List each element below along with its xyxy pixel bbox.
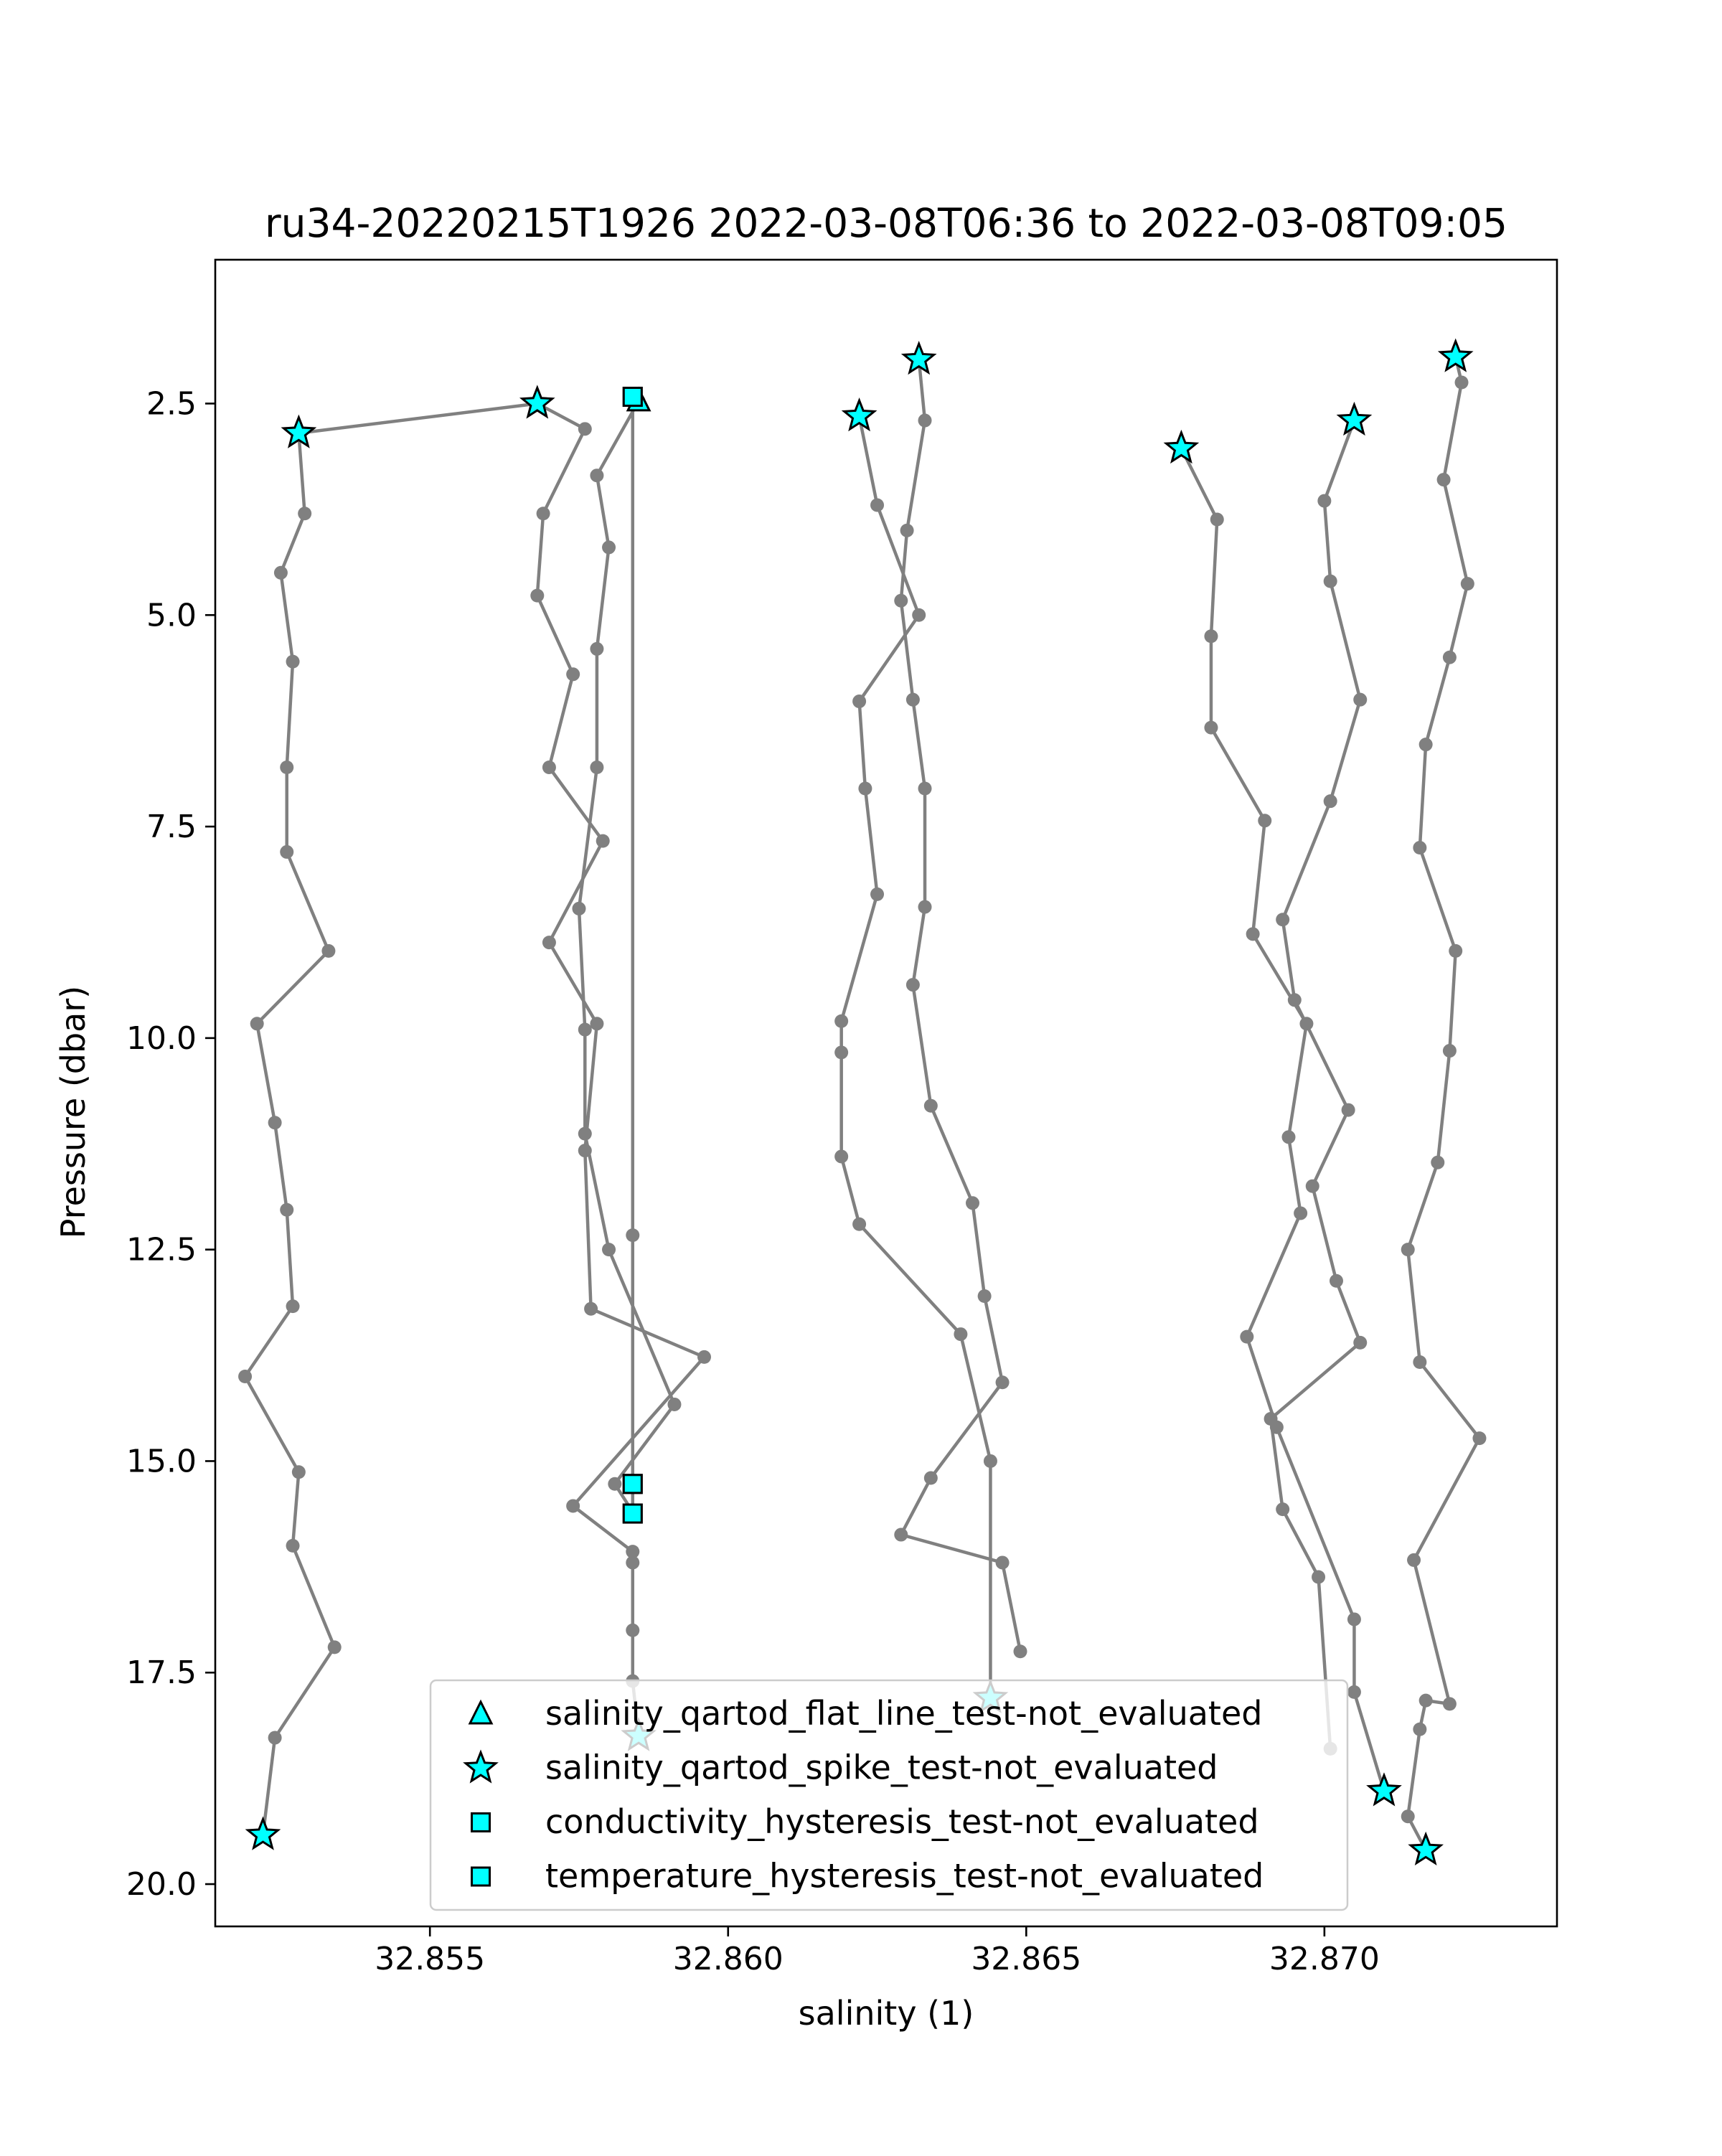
profile-point <box>1014 1644 1027 1658</box>
profile-point <box>1324 794 1337 808</box>
legend-label: salinity_qartod_spike_test-not_evaluated <box>545 1748 1218 1787</box>
profile-point <box>238 1370 252 1383</box>
profile-point <box>298 507 311 520</box>
profile-point <box>572 902 585 915</box>
profile-point <box>268 1116 282 1129</box>
profile-point <box>1246 927 1260 941</box>
profile-point <box>328 1640 342 1654</box>
profile-point <box>906 693 920 707</box>
profile-point <box>321 944 335 958</box>
profile-point <box>1276 1502 1289 1516</box>
profile-point <box>286 1299 300 1313</box>
profile-point <box>1317 494 1331 508</box>
y-axis-label: Pressure (dbar) <box>54 985 93 1239</box>
profile-point <box>1347 1685 1361 1699</box>
profile-point <box>578 1127 592 1141</box>
profile-point <box>286 1539 300 1553</box>
profile-point <box>1449 944 1462 958</box>
profile-point <box>924 1099 938 1113</box>
profile-point <box>274 566 288 580</box>
profile-point <box>852 1218 866 1231</box>
profile-point <box>1288 993 1302 1007</box>
profile-point <box>918 781 932 795</box>
profile-point <box>1455 375 1469 389</box>
x-tick-label: 32.870 <box>1269 1941 1380 1977</box>
profile-point <box>250 1017 264 1030</box>
x-tick-label: 32.860 <box>672 1941 784 1977</box>
legend-marker <box>472 1868 490 1886</box>
profile-point <box>602 540 616 554</box>
profile-point <box>667 1398 681 1411</box>
profile-point <box>542 761 556 774</box>
profile-point <box>834 1045 848 1059</box>
square-flag-marker <box>624 1475 641 1493</box>
profile-point <box>578 422 592 436</box>
profile-point <box>1437 473 1451 486</box>
square-flag-marker <box>624 1505 641 1522</box>
profile-point <box>1258 814 1271 827</box>
profile-point <box>578 1023 592 1037</box>
y-tick-label: 10.0 <box>126 1020 197 1057</box>
profile-point <box>1353 1336 1367 1350</box>
profile-point <box>697 1350 711 1364</box>
profile-point <box>918 900 932 914</box>
profile-point <box>590 1017 603 1030</box>
profile-point <box>954 1327 967 1341</box>
x-tick-label: 32.865 <box>971 1941 1082 1977</box>
profile-point <box>852 695 866 708</box>
legend-label: conductivity_hysteresis_test-not_evaluated <box>545 1802 1259 1841</box>
profile-point <box>900 524 914 537</box>
profile-point <box>924 1472 938 1485</box>
profile-point <box>590 469 603 482</box>
profile-point <box>1240 1330 1253 1344</box>
y-tick-label: 20.0 <box>126 1866 197 1903</box>
profile-point <box>1431 1156 1444 1169</box>
profile-point <box>918 414 932 428</box>
legend-label: salinity_qartod_flat_line_test-not_evaluated <box>545 1694 1263 1733</box>
profile-point <box>626 1555 639 1569</box>
profile-point <box>1413 1355 1426 1369</box>
profile-point <box>1472 1431 1486 1445</box>
profile-point <box>590 642 603 656</box>
profile-point <box>1306 1180 1319 1193</box>
chart-title: ru34-20220215T1926 2022-03-08T06:36 to 2022-03-08T09:05 <box>265 200 1507 246</box>
profile-point <box>1413 841 1426 855</box>
y-tick-label: 5.0 <box>146 597 197 634</box>
profile-point <box>1461 577 1474 590</box>
profile-point <box>608 1477 621 1491</box>
profile-point <box>870 498 884 512</box>
profile-point <box>566 1499 580 1512</box>
profile-point <box>1330 1274 1343 1288</box>
legend-marker <box>472 1814 490 1832</box>
profile-point <box>602 1243 616 1256</box>
profile-point <box>978 1289 992 1303</box>
y-tick-label: 17.5 <box>126 1654 197 1692</box>
profile-point <box>1276 913 1289 926</box>
profile-point <box>280 845 293 859</box>
profile-point <box>292 1465 306 1479</box>
profile-point <box>1419 1694 1433 1708</box>
profile-point <box>584 1302 598 1316</box>
profile-point <box>1294 1206 1307 1220</box>
profile-point <box>870 888 884 901</box>
profile-point <box>858 781 872 795</box>
y-tick-label: 12.5 <box>126 1231 197 1268</box>
profile-point <box>596 834 610 848</box>
x-tick-label: 32.855 <box>375 1941 486 1977</box>
profile-point <box>834 1149 848 1163</box>
profile-point <box>894 1528 908 1542</box>
profile-point <box>530 589 544 603</box>
profile-point <box>542 936 556 949</box>
profile-point <box>1413 1723 1426 1736</box>
profile-point <box>894 594 908 608</box>
profile-point <box>906 978 920 992</box>
profile-point <box>268 1731 282 1745</box>
profile-point <box>590 761 603 774</box>
profile-point <box>1347 1612 1361 1626</box>
profile-point <box>1419 738 1433 751</box>
profile-point <box>1443 651 1457 664</box>
profile-point <box>1407 1553 1421 1567</box>
x-axis-label: salinity (1) <box>798 1994 974 2033</box>
profile-point <box>286 655 300 669</box>
legend-label: temperature_hysteresis_test-not_evaluated <box>545 1856 1264 1896</box>
profile-point <box>912 608 926 622</box>
profile-point <box>984 1454 997 1468</box>
profile-point <box>626 1228 639 1242</box>
profile-point <box>1443 1044 1457 1058</box>
profile-point <box>280 761 293 774</box>
profile-point <box>1443 1697 1457 1710</box>
profile-point <box>1204 721 1218 735</box>
profile-point <box>1342 1103 1355 1117</box>
profile-point <box>996 1555 1010 1569</box>
y-tick-label: 7.5 <box>146 809 197 846</box>
profile-point <box>966 1196 979 1210</box>
profile-point <box>996 1375 1010 1389</box>
profile-point <box>537 507 550 520</box>
profile-point <box>566 667 580 681</box>
profile-point <box>1282 1130 1296 1144</box>
profile-point <box>1401 1809 1415 1823</box>
profile-point <box>1353 693 1367 707</box>
profile-point <box>1264 1412 1278 1426</box>
profile-point <box>1324 575 1337 588</box>
profile-point <box>834 1015 848 1028</box>
profile-point <box>1204 629 1218 643</box>
legend <box>430 1680 1347 1910</box>
y-tick-label: 2.5 <box>146 385 197 423</box>
profile-point <box>1401 1243 1415 1256</box>
y-tick-label: 15.0 <box>126 1443 197 1480</box>
profile-point <box>626 1624 639 1637</box>
profile-point <box>280 1203 293 1217</box>
profile-point <box>1312 1570 1325 1583</box>
profile-point <box>1210 513 1224 527</box>
square-flag-marker <box>624 388 641 406</box>
